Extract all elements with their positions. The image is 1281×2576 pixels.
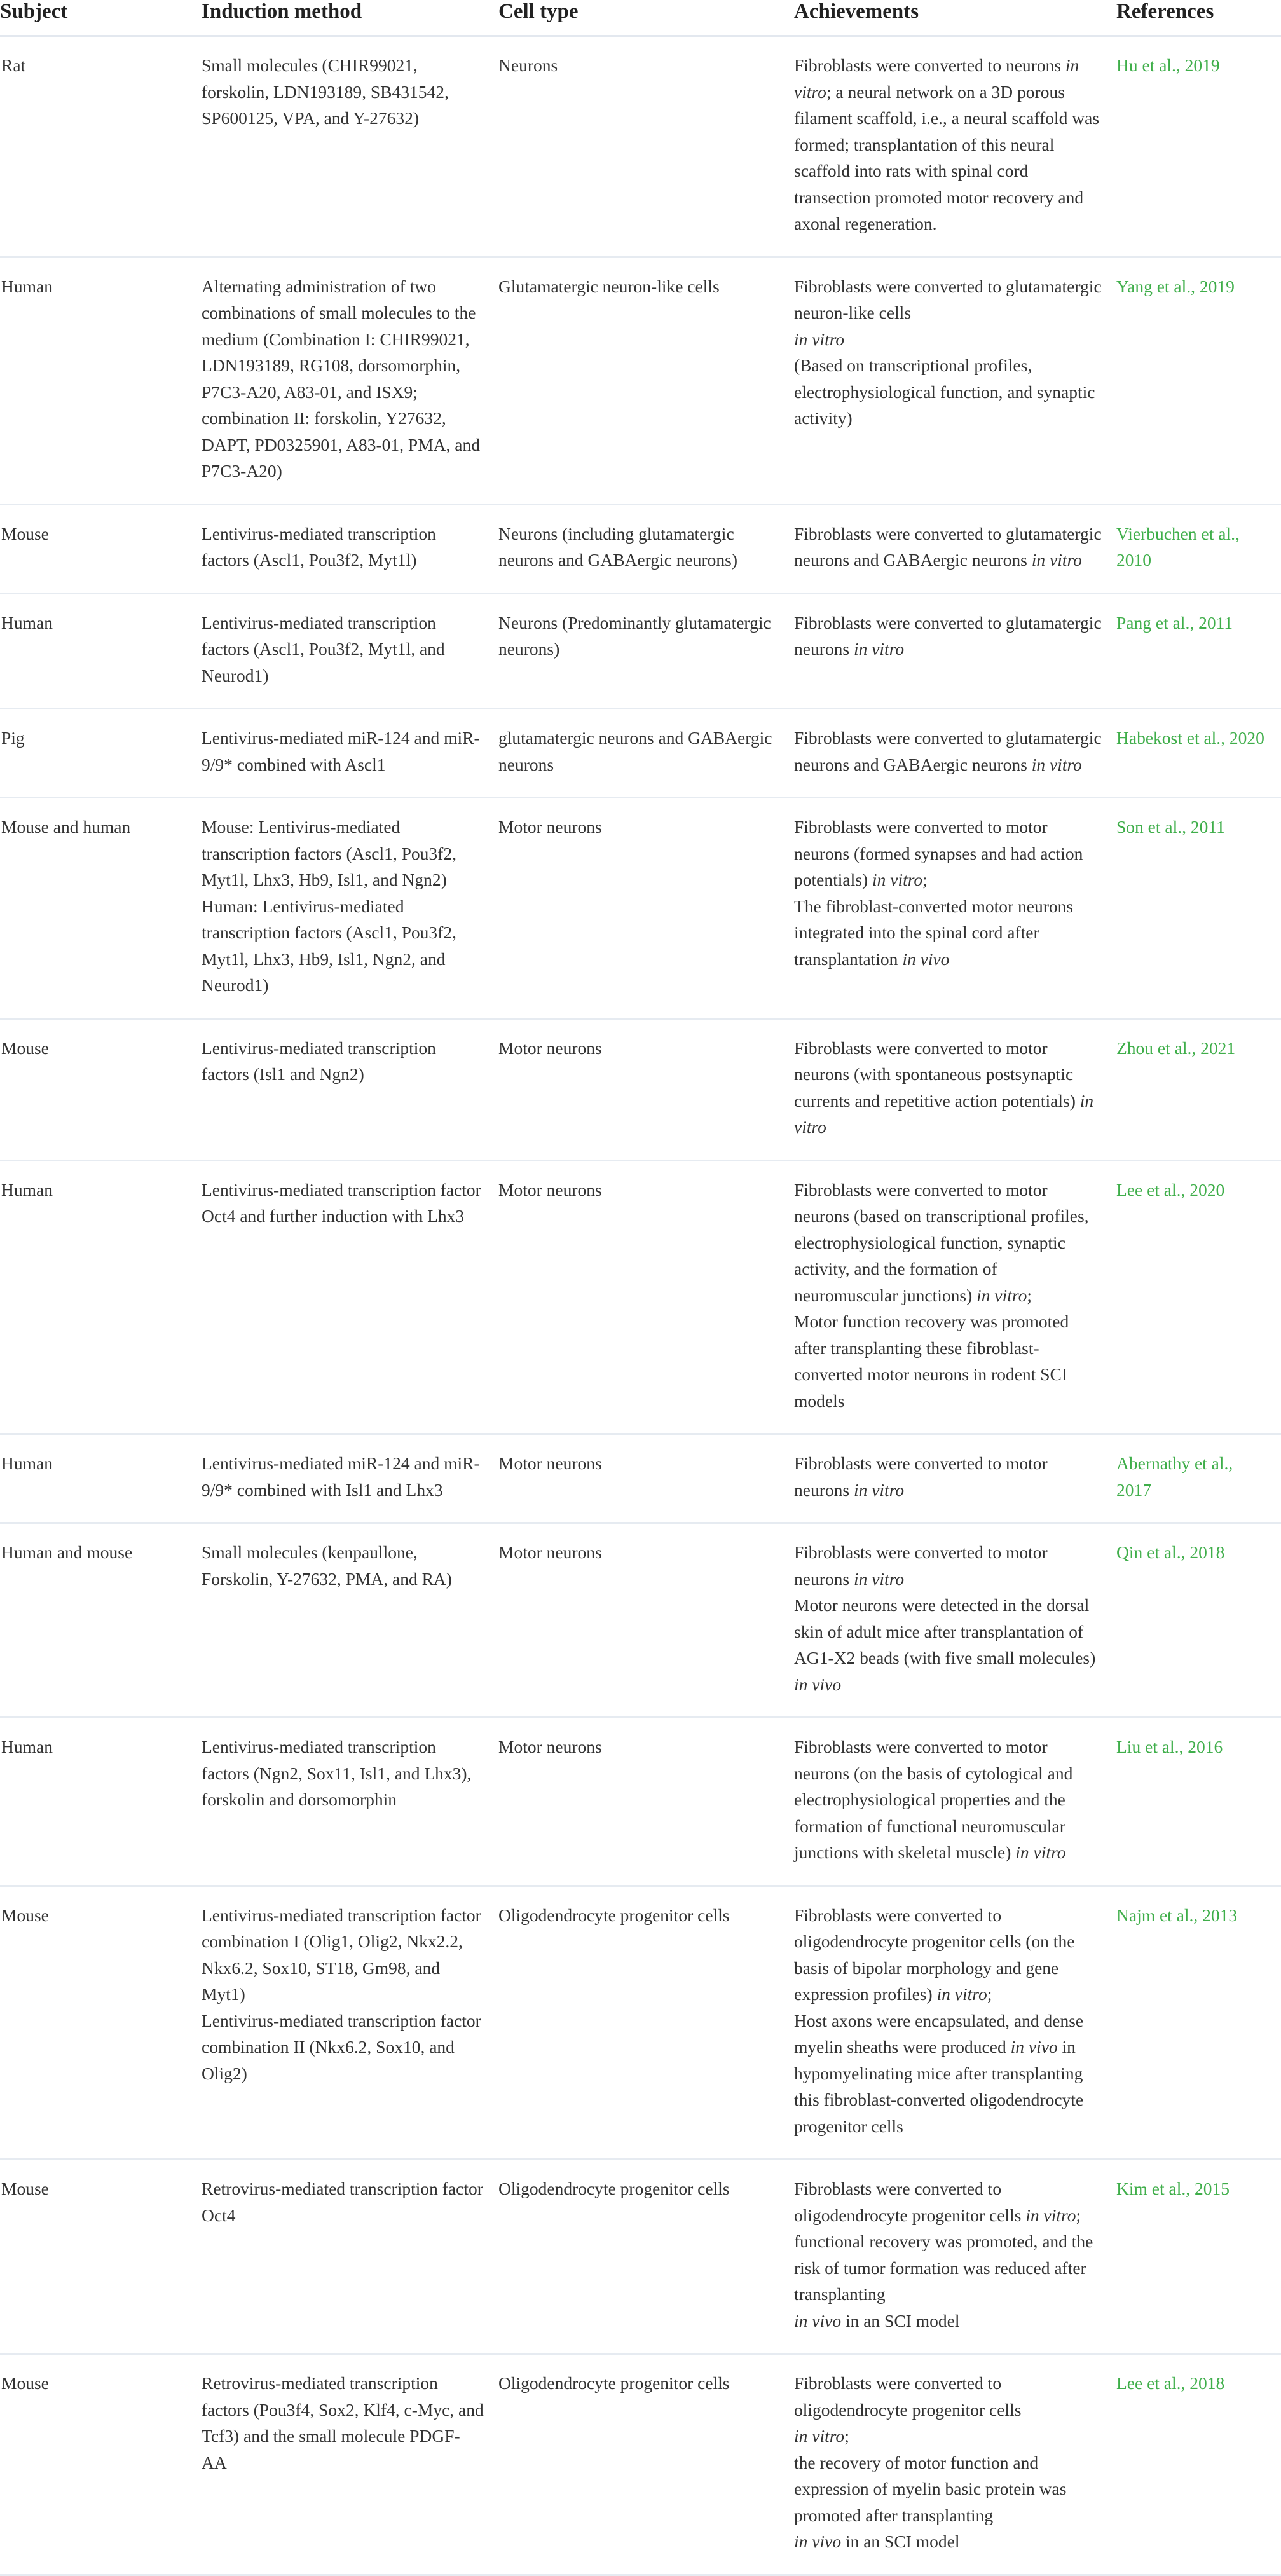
cell-subject: Human: [0, 593, 202, 709]
cell-cell-type: Motor neurons: [498, 1160, 794, 1434]
reference-link[interactable]: Qin et al., 2018: [1116, 1542, 1225, 1562]
cell-cell-type: Motor neurons: [498, 1523, 794, 1718]
cell-subject: Human: [0, 257, 202, 504]
cell-achievements: [794, 1018, 1116, 1160]
cell-achievements: [794, 1718, 1116, 1886]
achievement-italic: in vivo: [794, 2310, 842, 2331]
table-row: [0, 36, 1281, 257]
cell-achievements: [794, 798, 1116, 1019]
cell-subject: Mouse: [0, 2354, 202, 2575]
achievement-text: Fibroblasts were converted to glutamatergic neurons and GABAergic neurons: [794, 728, 1102, 774]
reference-link[interactable]: Kim et al., 2015: [1116, 2179, 1230, 2198]
achievement-italic: in vivo: [794, 1674, 842, 1694]
achievement-paragraph: [794, 1308, 1102, 1414]
achievement-text: in hypomyelinating mice after transplanting this fibroblast-converted oligodendrocyte progenitor cells: [794, 2037, 1084, 2136]
achievement-text: Fibroblasts were converted to motor neurons (formed synapses and had action potentials): [794, 817, 1083, 889]
achievement-paragraph: [794, 2528, 1102, 2555]
achievement-paragraph: [794, 893, 1102, 973]
reference-link[interactable]: Lee et al., 2020: [1116, 1179, 1225, 1200]
cell-induction-method: [202, 593, 498, 709]
cell-cell-type: Neurons: [498, 36, 794, 257]
achievement-text: Host axons were encapsulated, and dense myelin sheaths were produced: [794, 2010, 1084, 2057]
cell-induction-method: [202, 1886, 498, 2160]
table-row: [0, 798, 1281, 1019]
cell-reference: [1116, 798, 1281, 1019]
method-paragraph: Lentivirus-mediated transcription factors (Ngn2, Sox11, Isl1, and Lhx3), forskolin and dorsomorphin: [202, 1737, 472, 1809]
achievement-italic: in vitro: [794, 1090, 1094, 1137]
reference-link[interactable]: Pang et al., 2011: [1116, 612, 1233, 633]
achievement-text: Fibroblasts were converted to glutamatergic neuron-like cells: [794, 276, 1102, 322]
table-row: [0, 2160, 1281, 2354]
reference-link[interactable]: Liu et al., 2016: [1116, 1737, 1223, 1757]
achievement-text: Motor neurons were detected in the dorsal skin of adult mice after transplantation of AG1-X2 beads (with five small molecules): [794, 1595, 1096, 1668]
cell-achievements: [794, 504, 1116, 593]
achievement-text: Fibroblasts were converted to glutamatergic neurons and GABAergic neurons: [794, 523, 1102, 570]
achievement-italic: in vitro: [794, 55, 1079, 102]
cell-subject: Mouse: [0, 504, 202, 593]
achievement-text: Fibroblasts were converted to oligodendrocyte progenitor cells: [794, 2373, 1022, 2420]
cell-reference: [1116, 709, 1281, 798]
cell-reference: [1116, 1160, 1281, 1434]
cell-reference: [1116, 1018, 1281, 1160]
cell-achievements: [794, 709, 1116, 798]
cell-reference: [1116, 593, 1281, 709]
cell-achievements: [794, 2160, 1116, 2354]
achievement-paragraph: [794, 2449, 1102, 2529]
achievement-paragraph: [794, 2175, 1102, 2308]
achievement-text: Fibroblasts were converted to neurons: [794, 55, 1065, 75]
achievement-paragraph: [794, 814, 1102, 893]
method-paragraph: Lentivirus-mediated transcription factors (Ascl1, Pou3f2, Myt1l): [202, 523, 436, 570]
cell-induction-method: [202, 36, 498, 257]
achievement-italic: in vitro: [976, 1285, 1027, 1305]
achievement-text: Fibroblasts were converted to oligodendrocyte progenitor cells (on the basis of bipolar morphology and gene expression profiles): [794, 1905, 1075, 2004]
cell-subject: Mouse: [0, 1886, 202, 2160]
table-row: [0, 1886, 1281, 2160]
cell-cell-type: Oligodendrocyte progenitor cells: [498, 2354, 794, 2575]
table-body: [0, 36, 1281, 2575]
method-paragraph: Small molecules (CHIR99021, forskolin, LDN193189, SB431542, SP600125, VPA, and Y-27632): [202, 55, 449, 128]
achievement-paragraph: [794, 1539, 1102, 1592]
achievement-paragraph: [794, 352, 1102, 432]
table-row: [0, 1523, 1281, 1718]
header-row: [0, 0, 1281, 36]
achievement-paragraph: [794, 2423, 1102, 2449]
cell-reference: [1116, 36, 1281, 257]
cell-induction-method: [202, 709, 498, 798]
header-references: References: [1116, 0, 1281, 36]
achievement-italic: in vitro: [794, 2426, 845, 2446]
achievement-text: Fibroblasts were converted to motor neurons (with spontaneous postsynaptic currents and repetitive action potentials): [794, 1038, 1080, 1111]
table-header: [0, 0, 1281, 36]
achievement-italic: in vitro: [794, 329, 845, 349]
method-paragraph: Retrovirus-mediated transcription factors (Pou3f4, Sox2, Klf4, c-Myc, and Tcf3) and the small molecule PDGF-AA: [202, 2373, 484, 2472]
cell-induction-method: [202, 1434, 498, 1523]
reference-link[interactable]: Najm et al., 2013: [1116, 1905, 1238, 1925]
cell-cell-type: glutamatergic neurons and GABAergic neurons: [498, 709, 794, 798]
achievement-paragraph: [794, 2008, 1102, 2140]
table-row: [0, 709, 1281, 798]
achievement-paragraph: [794, 1177, 1102, 1309]
achievement-italic: in vitro: [853, 1568, 905, 1589]
achievement-italic: in vitro: [1031, 754, 1082, 774]
cell-reference: [1116, 1434, 1281, 1523]
table-row: [0, 593, 1281, 709]
cell-subject: Human and mouse: [0, 1523, 202, 1718]
cell-subject: Mouse and human: [0, 798, 202, 1019]
cell-induction-method: [202, 2354, 498, 2575]
cell-achievements: [794, 1160, 1116, 1434]
achievement-italic: in vitro: [853, 1479, 905, 1500]
header-subject: Subject: [0, 0, 202, 36]
reference-link[interactable]: Lee et al., 2018: [1116, 2373, 1225, 2393]
cell-reference: [1116, 2160, 1281, 2354]
achievement-italic: in vitro: [936, 1984, 987, 2004]
achievement-italic: in vitro: [1025, 2205, 1076, 2225]
achievement-text: Fibroblasts were converted to glutamatergic neurons: [794, 612, 1102, 659]
cell-cell-type: Motor neurons: [498, 1434, 794, 1523]
cell-subject: Rat: [0, 36, 202, 257]
achievement-italic: in vitro: [853, 639, 905, 659]
cell-achievements: [794, 36, 1116, 257]
reference-link[interactable]: Son et al., 2011: [1116, 817, 1225, 837]
cell-induction-method: [202, 1018, 498, 1160]
cell-induction-method: [202, 504, 498, 593]
cell-subject: Human: [0, 1718, 202, 1886]
achievement-paragraph: [794, 273, 1102, 326]
cell-achievements: [794, 1434, 1116, 1523]
cell-induction-method: [202, 1160, 498, 1434]
cell-induction-method: [202, 2160, 498, 2354]
method-paragraph: Lentivirus-mediated miR-124 and miR-9/9* combined with Isl1 and Lhx3: [202, 1453, 480, 1500]
cell-cell-type: Oligodendrocyte progenitor cells: [498, 1886, 794, 2160]
table-row: [0, 1018, 1281, 1160]
achievement-italic: in vitro: [872, 870, 923, 889]
achievement-italic: in vitro: [1015, 1842, 1066, 1862]
cell-achievements: [794, 593, 1116, 709]
achievement-paragraph: [794, 2370, 1102, 2423]
cell-reference: [1116, 1718, 1281, 1886]
cell-reference: [1116, 257, 1281, 504]
achievement-text: (Based on transcriptional profiles, electrophysiological function, and synaptic activity): [794, 355, 1095, 428]
cell-subject: Pig: [0, 709, 202, 798]
reference-link[interactable]: Abernathy et al., 2017: [1116, 1453, 1233, 1500]
achievement-paragraph: [794, 1734, 1102, 1866]
achievement-text: in an SCI model: [841, 2531, 960, 2551]
achievement-paragraph: [794, 326, 1102, 353]
achievement-text: The fibroblast-converted motor neurons integrated into the spinal cord after transplantation: [794, 896, 1074, 969]
cell-subject: Mouse: [0, 2160, 202, 2354]
header-cell-type: Cell type: [498, 0, 794, 36]
reference-link[interactable]: Hu et al., 2019: [1116, 55, 1220, 75]
achievement-italic: in vivo: [1010, 2037, 1058, 2057]
cell-induction-method: [202, 1523, 498, 1718]
cell-cell-type: Neurons (including glutamatergic neurons and GABAergic neurons): [498, 504, 794, 593]
achievement-text: the recovery of motor function and expression of myelin basic protein was promoted after transplanting: [794, 2452, 1067, 2525]
achievement-text: Fibroblasts were converted to motor neurons: [794, 1453, 1048, 1500]
cell-subject: Human: [0, 1160, 202, 1434]
method-paragraph: Alternating administration of two combinations of small molecules to the medium (Combination I: CHIR99021, LDN193189, RG108, dorsomorphin, P7C3-A20, A83-01, and ISX9; combination II: forskolin, Y27632, DAPT, PD0325901, A83-01, PMA, and P7C3-A20): [202, 276, 480, 481]
achievement-paragraph: [794, 521, 1102, 573]
header-induction-method: Induction method: [202, 0, 498, 36]
achievement-text: ;: [844, 2426, 849, 2446]
method-paragraph: Small molecules (kenpaullone, Forskolin, Y-27632, PMA, and RA): [202, 1542, 452, 1589]
cell-reference: [1116, 1886, 1281, 2160]
cell-induction-method: [202, 798, 498, 1019]
achievement-paragraph: [794, 725, 1102, 778]
achievement-paragraph: [794, 1902, 1102, 2008]
achievement-text: ; functional recovery was promoted, and the risk of tumor formation was reduced after transplanting: [794, 2205, 1093, 2304]
cell-achievements: [794, 1523, 1116, 1718]
achievement-paragraph: [794, 1592, 1102, 1697]
achievement-text: ; a neural network on a 3D porous filament scaffold, i.e., a neural scaffold was formed; transplantation of this neural scaffold into rats with spinal cord transection promoted motor recovery and axonal regeneration.: [794, 81, 1100, 233]
reference-link[interactable]: Zhou et al., 2021: [1116, 1038, 1236, 1058]
achievement-italic: in vivo: [794, 2531, 842, 2551]
reference-link[interactable]: Yang et al., 2019: [1116, 276, 1235, 296]
achievement-text: in an SCI model: [841, 2310, 960, 2331]
cell-subject: Human: [0, 1434, 202, 1523]
table-row: [0, 1434, 1281, 1523]
achievement-paragraph: [794, 1035, 1102, 1141]
cell-achievements: [794, 2354, 1116, 2575]
cell-cell-type: Oligodendrocyte progenitor cells: [498, 2160, 794, 2354]
cell-subject: Mouse: [0, 1018, 202, 1160]
cell-cell-type: Motor neurons: [498, 1718, 794, 1886]
achievement-text: Fibroblasts were converted to motor neurons (based on transcriptional profiles, electrophysiological function, synaptic activity, and the formation of neuromuscular junctions): [794, 1179, 1089, 1305]
header-achievements: Achievements: [794, 0, 1116, 36]
achievement-paragraph: [794, 52, 1102, 237]
table-row: [0, 504, 1281, 593]
method-paragraph: Lentivirus-mediated transcription factors (Isl1 and Ngn2): [202, 1038, 436, 1084]
table-row: [0, 257, 1281, 504]
cell-induction-method: [202, 257, 498, 504]
cell-cell-type: Motor neurons: [498, 1018, 794, 1160]
method-paragraph: Mouse: Lentivirus-mediated transcription factors (Ascl1, Pou3f2, Myt1l, Lhx3, Hb9, Isl1, and Ngn2): [202, 817, 456, 889]
cell-cell-type: Motor neurons: [498, 798, 794, 1019]
table-row: [0, 1160, 1281, 1434]
cell-reference: [1116, 1523, 1281, 1718]
achievement-text: Fibroblasts were converted to motor neurons: [794, 1542, 1048, 1589]
reference-link[interactable]: Habekost et al., 2020: [1116, 728, 1264, 748]
cell-induction-method: [202, 1718, 498, 1886]
method-paragraph: Lentivirus-mediated transcription factor Oct4 and further induction with Lhx3: [202, 1179, 481, 1226]
method-paragraph: Human: Lentivirus-mediated transcription factors (Ascl1, Pou3f2, Myt1l, Lhx3, Hb9, Isl1, Ngn2, and Neurod1): [202, 896, 456, 995]
method-paragraph: Lentivirus-mediated miR-124 and miR-9/9* combined with Ascl1: [202, 728, 480, 774]
method-paragraph: Retrovirus-mediated transcription factor Oct4: [202, 2179, 483, 2225]
achievement-text: Motor function recovery was promoted after transplanting these fibroblast-converted motor neurons in rodent SCI models: [794, 1312, 1069, 1411]
achievement-italic: in vitro: [1031, 550, 1082, 570]
achievement-text: ;: [922, 870, 928, 889]
achievement-text: ;: [987, 1984, 992, 2004]
cell-achievements: [794, 257, 1116, 504]
cell-cell-type: Glutamatergic neuron-like cells: [498, 257, 794, 504]
cell-achievements: [794, 1886, 1116, 2160]
method-paragraph: Lentivirus-mediated transcription factor combination II (Nkx6.2, Sox10, and Olig2): [202, 2010, 481, 2083]
achievement-text: ;: [1027, 1285, 1032, 1305]
cell-cell-type: Neurons (Predominantly glutamatergic neurons): [498, 593, 794, 709]
cell-reference: [1116, 504, 1281, 593]
achievement-italic: in vivo: [902, 949, 950, 969]
cell-reference: [1116, 2354, 1281, 2575]
reference-link[interactable]: Vierbuchen et al., 2010: [1116, 523, 1240, 570]
achievement-paragraph: [794, 610, 1102, 662]
achievement-text: Fibroblasts were converted to motor neurons (on the basis of cytological and electrophysiological properties and the formation of functional neuromuscular junctions with skeletal muscle): [794, 1737, 1073, 1862]
achievement-text: Fibroblasts were converted to oligodendrocyte progenitor cells: [794, 2179, 1026, 2225]
method-paragraph: Lentivirus-mediated transcription factor combination I (Olig1, Olig2, Nkx2.2, Nkx6.2, Sox10, ST18, Gm98, and Myt1): [202, 1905, 481, 2004]
achievement-paragraph: [794, 2308, 1102, 2334]
method-paragraph: Lentivirus-mediated transcription factors (Ascl1, Pou3f2, Myt1l, and Neurod1): [202, 612, 445, 685]
table-row: [0, 2354, 1281, 2575]
table-row: [0, 1718, 1281, 1886]
achievement-paragraph: [794, 1450, 1102, 1503]
